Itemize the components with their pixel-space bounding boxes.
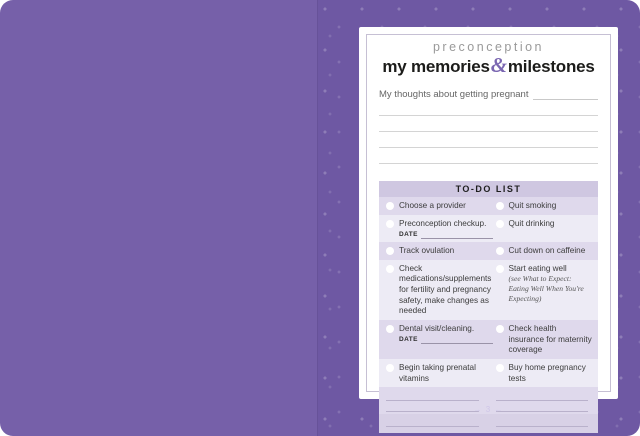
todo-item-check-medications: Check medications/supplements for fertility and pregnancy safety, make changes as needed: [379, 260, 489, 320]
todo-item-dental-visit: Dental visit/cleaning. DATE: [379, 320, 489, 359]
todo-empty-row: [379, 414, 598, 433]
checkbox-circle[interactable]: [496, 247, 504, 255]
todo-row: [379, 359, 598, 387]
thoughts-prompt: [379, 87, 598, 100]
todo-empty-cell: [379, 414, 489, 433]
date-field: [399, 336, 493, 344]
checkbox-circle[interactable]: [386, 265, 394, 273]
write-line[interactable]: [386, 416, 479, 427]
date-write-line[interactable]: [421, 233, 493, 239]
todo-item-choose-provider: Choose a provider: [379, 197, 489, 215]
todo-item-quit-smoking: Quit smoking: [489, 197, 599, 215]
todo-row: [379, 260, 598, 320]
checkbox-circle[interactable]: [496, 364, 504, 372]
write-line[interactable]: [386, 390, 479, 401]
date-label: DATE: [399, 230, 418, 238]
page-title-part1: my memories: [382, 57, 490, 76]
journal-paper: [359, 27, 618, 399]
todo-item-pregnancy-tests: Buy home pregnancy tests: [489, 359, 599, 387]
checkbox-circle[interactable]: [496, 325, 504, 333]
checkbox-circle[interactable]: [496, 265, 504, 273]
todo-item-quit-drinking: Quit drinking: [489, 215, 599, 242]
date-label: DATE: [399, 335, 418, 343]
date-write-line[interactable]: [421, 338, 493, 344]
todo-row: [379, 215, 598, 242]
thoughts-prompt-label: My thoughts about getting pregnant: [379, 89, 529, 100]
checkbox-circle[interactable]: [386, 202, 394, 210]
todo-item-cut-caffeine: Cut down on caffeine: [489, 242, 599, 260]
thoughts-write-line[interactable]: [379, 116, 598, 132]
left-blank-page: [0, 0, 317, 436]
right-page-background: [317, 0, 640, 436]
checkbox-circle[interactable]: [386, 325, 394, 333]
todo-empty-cell: [489, 414, 599, 433]
thoughts-write-line[interactable]: [379, 132, 598, 148]
todo-list-title: TO-DO LIST: [379, 181, 598, 197]
thoughts-write-line[interactable]: [379, 100, 598, 116]
paper-inner-frame: [366, 34, 611, 392]
todo-item-health-insurance: Check health insurance for maternity coverage: [489, 320, 599, 359]
checkbox-circle[interactable]: [386, 364, 394, 372]
todo-item-preconception-checkup: Preconception checkup. DATE: [379, 215, 489, 242]
todo-item-start-eating-well: Start eating well (see What to Expect: Eating Well When You're Expecting): [489, 260, 599, 320]
thoughts-write-line[interactable]: [379, 148, 598, 164]
todo-row: [379, 320, 598, 359]
checkbox-circle[interactable]: [386, 220, 394, 228]
todo-row: [379, 242, 598, 260]
write-line[interactable]: [496, 416, 589, 427]
book-reference-note: (see What to Expect: Eating Well When You're Expecting): [508, 274, 584, 304]
checkbox-circle[interactable]: [386, 247, 394, 255]
page-title: [379, 54, 598, 77]
todo-item-track-ovulation: Track ovulation: [379, 242, 489, 260]
checkbox-circle[interactable]: [496, 202, 504, 210]
write-line[interactable]: [496, 390, 589, 401]
todo-item-prenatal-vitamins: Begin taking prenatal vitamins: [379, 359, 489, 387]
page-title-part2: milestones: [507, 57, 595, 76]
page-number-marker: → 3 ←: [473, 405, 504, 414]
todo-list: [379, 181, 598, 433]
section-eyebrow: preconception: [432, 40, 545, 54]
thoughts-write-line[interactable]: [533, 89, 598, 100]
todo-row: [379, 197, 598, 215]
page-title-ampersand: &: [490, 53, 507, 77]
checkbox-circle[interactable]: [496, 220, 504, 228]
date-field: [399, 231, 493, 239]
